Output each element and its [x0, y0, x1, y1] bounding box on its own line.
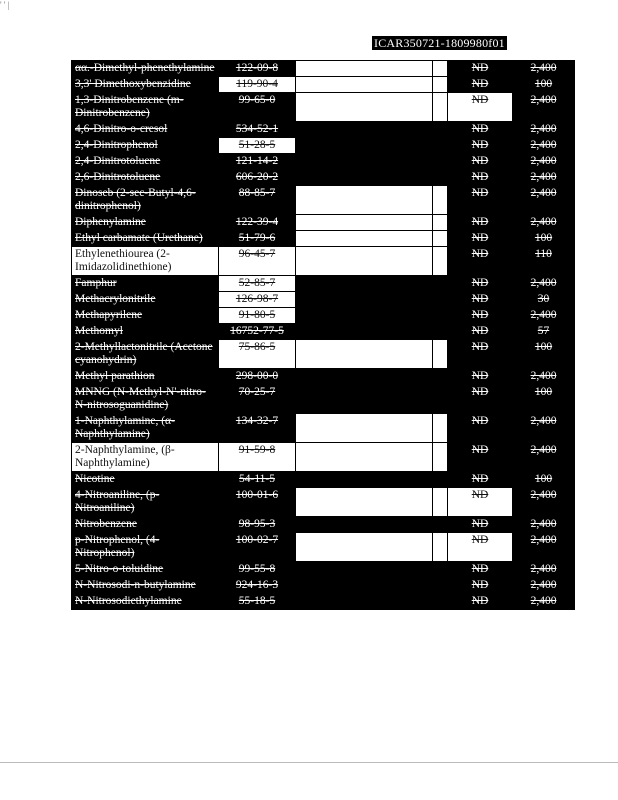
- cell-name: Methomyl: [72, 324, 219, 340]
- redacted-cell: [433, 578, 448, 594]
- cell-val: 2,400: [513, 443, 575, 472]
- cell-nd: ND: [448, 369, 513, 385]
- cell-name: αα.-Dimethyl-phenethylamine: [72, 61, 219, 77]
- redacted-cell: [296, 138, 433, 154]
- cell-nd: ND: [448, 61, 513, 77]
- cell-val: 2,400: [513, 138, 575, 154]
- table-row: [72, 292, 575, 308]
- table-row: [72, 170, 575, 186]
- cell-name: 5-Nitro-o-toluidine: [72, 562, 219, 578]
- cell-val: 2,400: [513, 533, 575, 562]
- cell-name: Methacrylonitrile: [72, 292, 219, 308]
- redacted-cell: [296, 533, 433, 562]
- cell-nd: ND: [448, 533, 513, 562]
- cell-val: 2,400: [513, 170, 575, 186]
- redacted-cell: [296, 340, 433, 369]
- document-id: ICAR350721-1809980f01: [374, 36, 505, 50]
- table-row: [72, 77, 575, 93]
- redacted-cell: [433, 122, 448, 138]
- cell-nd: ND: [448, 154, 513, 170]
- cell-val: 2,400: [513, 369, 575, 385]
- cell-name: Methapyrilene: [72, 308, 219, 324]
- cell-name: 4,6-Dinitro-o-cresol: [72, 122, 219, 138]
- redacted-cell: [296, 472, 433, 488]
- cell-val: 2,400: [513, 594, 575, 610]
- cell-nd: ND: [448, 231, 513, 247]
- cell-cas: 96-45-7: [219, 247, 296, 276]
- redacted-cell: [433, 443, 448, 472]
- redacted-cell: [296, 385, 433, 414]
- cell-val: 2,400: [513, 517, 575, 533]
- redacted-cell: [296, 170, 433, 186]
- cell-cas: 126-98-7: [219, 292, 296, 308]
- redacted-cell: [296, 443, 433, 472]
- cell-cas: 70-25-7: [219, 385, 296, 414]
- redacted-cell: [433, 186, 448, 215]
- table-row: [72, 562, 575, 578]
- cell-val: 110: [513, 247, 575, 276]
- cell-nd: ND: [448, 122, 513, 138]
- table-row: [72, 369, 575, 385]
- cell-nd: ND: [448, 414, 513, 443]
- redacted-cell: [296, 247, 433, 276]
- cell-nd: ND: [448, 578, 513, 594]
- table-row: [72, 154, 575, 170]
- cell-val: 2,400: [513, 186, 575, 215]
- cell-val: 2,400: [513, 93, 575, 122]
- cell-cas: 122-09-8: [219, 61, 296, 77]
- redacted-cell: [296, 562, 433, 578]
- cell-val: 2,400: [513, 215, 575, 231]
- cell-cas: 91-59-8: [219, 443, 296, 472]
- cell-val: 2,400: [513, 562, 575, 578]
- redacted-cell: [433, 93, 448, 122]
- cell-val: 2,400: [513, 578, 575, 594]
- cell-name: MNNG (N-Methyl-N'-nitro-N-nitrosoguanidine): [72, 385, 219, 414]
- cell-name: 2-Methyllactonitrile (Acetone cyanohydrin): [72, 340, 219, 369]
- table-row: [72, 340, 575, 369]
- cell-cas: 100-01-6: [219, 488, 296, 517]
- cell-cas: 54-11-5: [219, 472, 296, 488]
- cell-cas: 99-65-0: [219, 93, 296, 122]
- cell-cas: 99-55-8: [219, 562, 296, 578]
- scan-edge-line: [0, 762, 618, 763]
- cell-val: 100: [513, 340, 575, 369]
- cell-nd: ND: [448, 517, 513, 533]
- cell-cas: 119-90-4: [219, 77, 296, 93]
- redacted-cell: [433, 231, 448, 247]
- cell-cas: 88-85-7: [219, 186, 296, 215]
- cell-val: 2,400: [513, 276, 575, 292]
- table-row: [72, 186, 575, 215]
- cell-name: 3,3' Dimethoxybenzidine: [72, 77, 219, 93]
- cell-val: 100: [513, 385, 575, 414]
- redacted-cell: [433, 170, 448, 186]
- cell-val: 100: [513, 77, 575, 93]
- cell-nd: ND: [448, 247, 513, 276]
- cell-cas: 52-85-7: [219, 276, 296, 292]
- cell-name: Ethylenethiourea (2-Imidazolidinethione): [72, 247, 219, 276]
- cell-name: 4-Nitroaniline, (p-Nitroaniline): [72, 488, 219, 517]
- cell-val: 100: [513, 472, 575, 488]
- cell-nd: ND: [448, 594, 513, 610]
- redacted-cell: [296, 292, 433, 308]
- cell-name: Diphenylamine: [72, 215, 219, 231]
- cell-cas: 134-32-7: [219, 414, 296, 443]
- cell-nd: ND: [448, 472, 513, 488]
- table-row: [72, 488, 575, 517]
- redacted-cell: [296, 276, 433, 292]
- redacted-cell: [433, 369, 448, 385]
- cell-nd: ND: [448, 292, 513, 308]
- redacted-cell: [296, 154, 433, 170]
- redacted-cell: [433, 385, 448, 414]
- redacted-cell: [433, 472, 448, 488]
- cell-name: 1,3-Dinitrobenzene (m-Dinitrobenzene): [72, 93, 219, 122]
- redacted-cell: [433, 61, 448, 77]
- cell-name: N-Nitrosodiethylamine: [72, 594, 219, 610]
- chemical-table-body: [72, 61, 575, 610]
- cell-cas: 121-14-2: [219, 154, 296, 170]
- cell-name: Methyl parathion: [72, 369, 219, 385]
- cell-nd: ND: [448, 443, 513, 472]
- redacted-cell: [296, 369, 433, 385]
- redacted-cell: [433, 488, 448, 517]
- cell-name: 2-Naphthylamine, (β-Naphthylamine): [72, 443, 219, 472]
- cell-cas: 122-39-4: [219, 215, 296, 231]
- redacted-cell: [296, 308, 433, 324]
- cell-cas: 924-16-3: [219, 578, 296, 594]
- cell-val: 2,400: [513, 414, 575, 443]
- cell-cas: 16752-77-5: [219, 324, 296, 340]
- redacted-cell: [296, 77, 433, 93]
- cell-cas: 75-86-5: [219, 340, 296, 369]
- table-row: [72, 533, 575, 562]
- table-row: [72, 385, 575, 414]
- table-row: [72, 414, 575, 443]
- table-row: [72, 61, 575, 77]
- table-row: [72, 138, 575, 154]
- redacted-cell: [296, 324, 433, 340]
- cell-nd: ND: [448, 385, 513, 414]
- table-row: [72, 443, 575, 472]
- cell-nd: ND: [448, 488, 513, 517]
- cell-val: 2,400: [513, 61, 575, 77]
- cell-val: 2,400: [513, 308, 575, 324]
- cell-cas: 91-80-5: [219, 308, 296, 324]
- cell-cas: 606-20-2: [219, 170, 296, 186]
- cell-val: 2,400: [513, 154, 575, 170]
- redacted-cell: [433, 276, 448, 292]
- chemical-table: [71, 60, 575, 610]
- cell-nd: ND: [448, 170, 513, 186]
- redacted-cell: [433, 308, 448, 324]
- redacted-cell: [433, 215, 448, 231]
- cell-cas: 100-02-7: [219, 533, 296, 562]
- cell-nd: ND: [448, 324, 513, 340]
- redacted-cell: [433, 154, 448, 170]
- cell-cas: 534-52-1: [219, 122, 296, 138]
- redacted-cell: [296, 488, 433, 517]
- table-row: [72, 247, 575, 276]
- cell-name: 2,4-Dinitrophenol: [72, 138, 219, 154]
- table-row: [72, 122, 575, 138]
- redacted-cell: [433, 594, 448, 610]
- cell-cas: 55-18-5: [219, 594, 296, 610]
- table-row: [72, 215, 575, 231]
- cell-nd: ND: [448, 186, 513, 215]
- cell-val: 30: [513, 292, 575, 308]
- table-row: [72, 324, 575, 340]
- cell-name: Famphur: [72, 276, 219, 292]
- cell-nd: ND: [448, 276, 513, 292]
- cell-name: Nicotine: [72, 472, 219, 488]
- cell-name: 2,4-Dinitrotoluene: [72, 154, 219, 170]
- redacted-cell: [296, 231, 433, 247]
- redacted-cell: [433, 77, 448, 93]
- cell-cas: 298-00-0: [219, 369, 296, 385]
- cell-val: 2,400: [513, 122, 575, 138]
- cell-name: 2,6-Dinitrotoluene: [72, 170, 219, 186]
- cell-name: N-Nitrosodi-n-butylamine: [72, 578, 219, 594]
- redacted-cell: [296, 93, 433, 122]
- cell-val: 57: [513, 324, 575, 340]
- cell-name: 1-Naphthylamine, (α-Naphthylamine): [72, 414, 219, 443]
- redacted-cell: [296, 215, 433, 231]
- redacted-cell: [433, 247, 448, 276]
- redacted-cell: [433, 138, 448, 154]
- table-row: [72, 93, 575, 122]
- cell-nd: ND: [448, 215, 513, 231]
- redacted-cell: [296, 186, 433, 215]
- cell-cas: 51-28-5: [219, 138, 296, 154]
- cell-name: Nitrobenzene: [72, 517, 219, 533]
- cell-name: p-Nitrophenol, (4-Nitrophenol): [72, 533, 219, 562]
- redacted-cell: [433, 324, 448, 340]
- cell-nd: ND: [448, 93, 513, 122]
- cell-nd: ND: [448, 138, 513, 154]
- cell-nd: ND: [448, 308, 513, 324]
- table-row: [72, 517, 575, 533]
- cell-cas: 51-79-6: [219, 231, 296, 247]
- table-row: [72, 276, 575, 292]
- table-row: [72, 231, 575, 247]
- redacted-cell: [296, 578, 433, 594]
- redacted-cell: [433, 414, 448, 443]
- cell-nd: ND: [448, 562, 513, 578]
- table-row: [72, 578, 575, 594]
- cell-name: Dinoseb (2-sec-Butyl-4,6-dinitrophenol): [72, 186, 219, 215]
- redacted-cell: [296, 517, 433, 533]
- table-row: [72, 594, 575, 610]
- redacted-cell: [296, 122, 433, 138]
- redacted-cell: [433, 517, 448, 533]
- redacted-cell: [296, 414, 433, 443]
- redacted-cell: [433, 340, 448, 369]
- redacted-cell: [433, 533, 448, 562]
- redacted-cell: [433, 562, 448, 578]
- table-row: [72, 472, 575, 488]
- redacted-cell: [296, 61, 433, 77]
- cell-name: Ethyl carbamate (Urethane): [72, 231, 219, 247]
- redacted-cell: [296, 594, 433, 610]
- cell-cas: 98-95-3: [219, 517, 296, 533]
- cell-nd: ND: [448, 340, 513, 369]
- cell-val: 100: [513, 231, 575, 247]
- cell-nd: ND: [448, 77, 513, 93]
- table-row: [72, 308, 575, 324]
- redacted-cell: [433, 292, 448, 308]
- scan-specks: ' ' |: [0, 0, 10, 10]
- cell-val: 2,400: [513, 488, 575, 517]
